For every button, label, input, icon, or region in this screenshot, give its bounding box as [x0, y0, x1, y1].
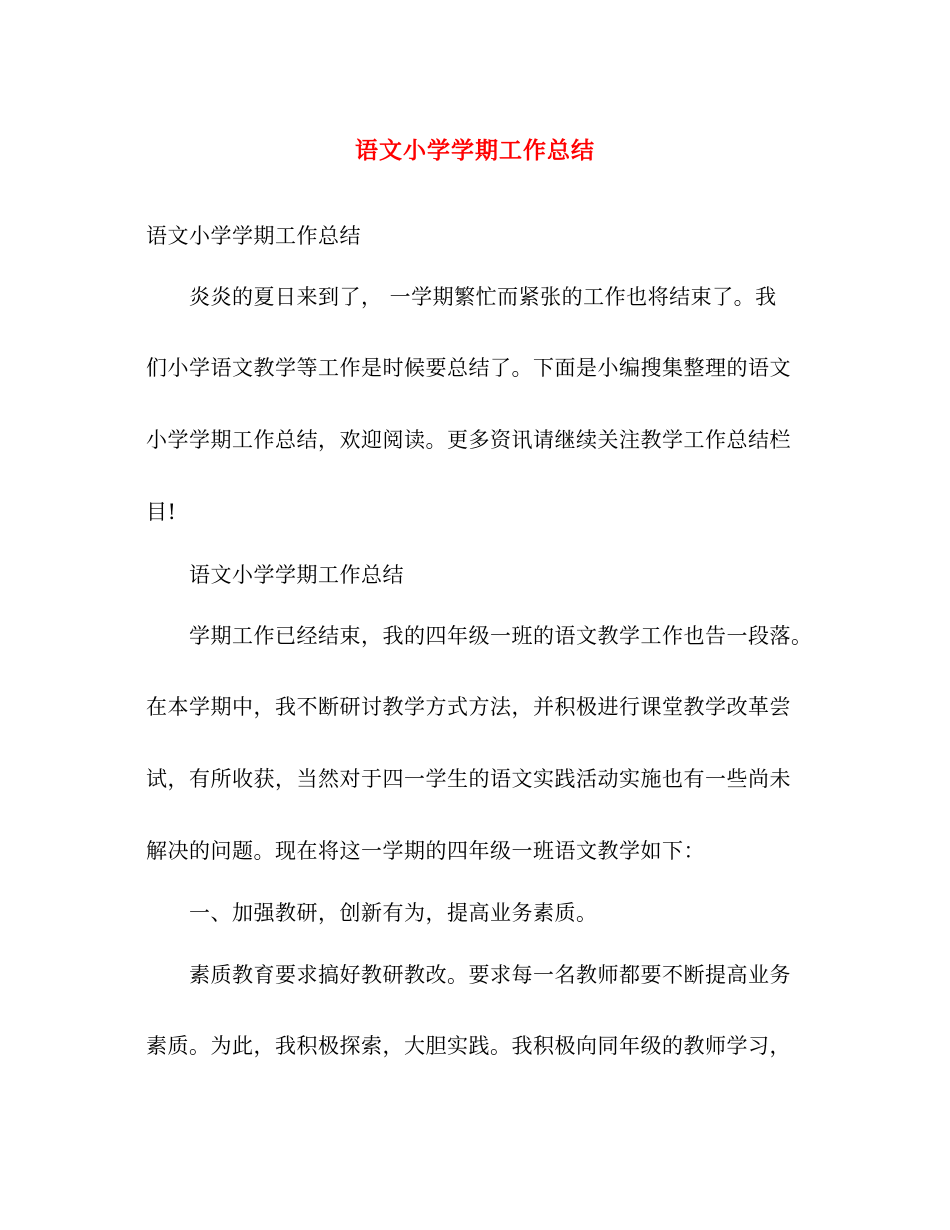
text-line: 小学学期工作总结，欢迎阅读。更多资讯请继续关注教学工作总结栏 [146, 428, 791, 452]
text-line: 解决的问题。现在将这一学期的四年级一班语文教学如下： [146, 839, 705, 863]
text-line: 一、加强教研，创新有为，提高业务素质。 [189, 901, 598, 925]
text-line: 炎炎的夏日来到了， 一学期繁忙而紧张的工作也将结束了。我 [189, 285, 777, 309]
text-line: 在本学期中，我不断研讨教学方式方法，并积极进行课堂教学改革尝 [146, 695, 791, 719]
text-line: 素质。为此，我积极探索，大胆实践。我积极向同年级的教师学习， [146, 1034, 791, 1058]
text-line: 学期工作已经结束，我的四年级一班的语文教学工作也告一段落。 [189, 624, 813, 648]
text-line: 目! [146, 500, 177, 524]
text-line: 素质教育要求搞好教研教改。要求每一名教师都要不断提高业务 [189, 963, 791, 987]
text-line: 语文小学学期工作总结 [146, 224, 361, 248]
text-line: 们小学语文教学等工作是时候要总结了。下面是小编搜集整理的语文 [146, 356, 791, 380]
text-line: 试，有所收获，当然对于四一学生的语文实践活动实施也有一些尚未 [146, 767, 791, 791]
document-title: 语文小学学期工作总结 [355, 137, 595, 164]
text-line: 语文小学学期工作总结 [189, 563, 404, 587]
